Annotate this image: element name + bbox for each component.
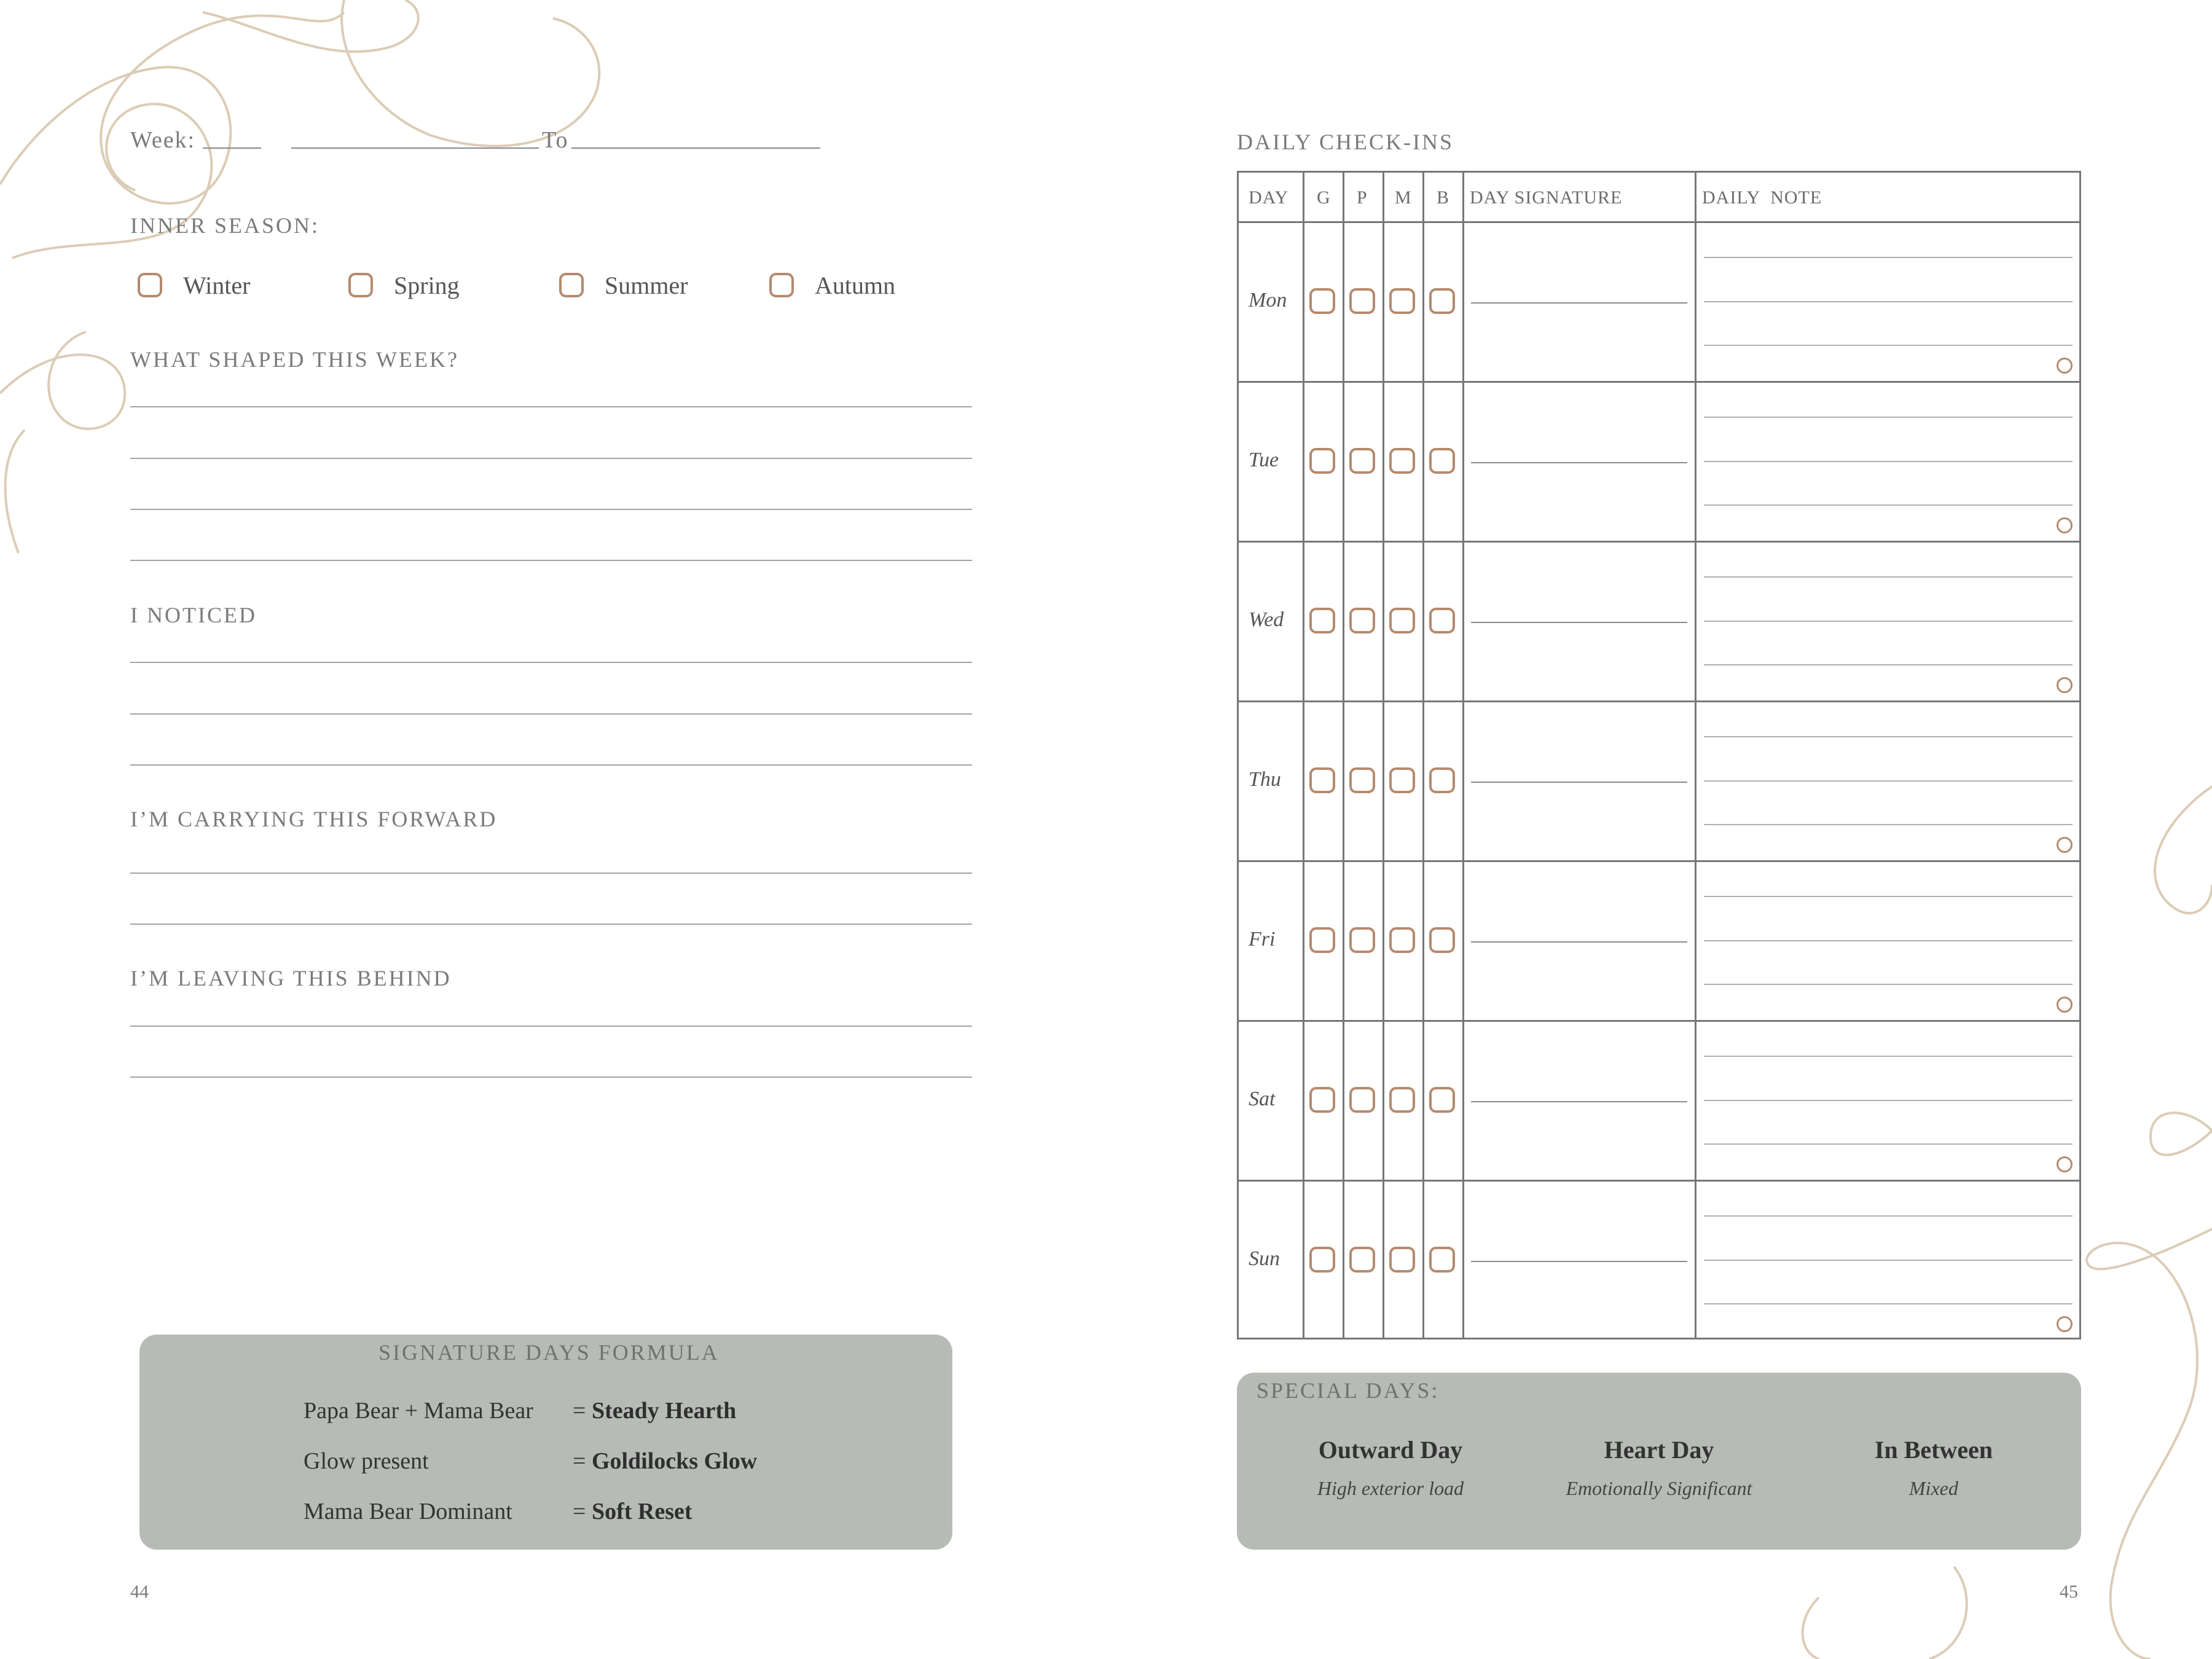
week-number-line[interactable] xyxy=(203,147,261,149)
checkbox-g-icon[interactable] xyxy=(1309,767,1335,793)
day-label: Wed xyxy=(1249,608,1284,631)
circle-marker-icon[interactable] xyxy=(2057,677,2073,693)
checkbox-b-icon[interactable] xyxy=(1429,767,1455,793)
header-p: P xyxy=(1357,187,1368,208)
writing-line[interactable] xyxy=(130,560,972,561)
checkbox-p-icon[interactable] xyxy=(1349,288,1375,314)
season-label: Summer xyxy=(605,271,688,299)
column-divider xyxy=(1303,173,1304,1338)
writing-line[interactable] xyxy=(130,662,972,663)
daily-note-line[interactable] xyxy=(1704,621,2073,622)
daily-note-line[interactable] xyxy=(1704,504,2073,506)
checkbox-m-icon[interactable] xyxy=(1389,448,1415,474)
day-signature-line[interactable] xyxy=(1471,941,1687,943)
checkbox-p-icon[interactable] xyxy=(1349,448,1375,474)
column-divider xyxy=(1343,173,1344,1338)
formula-result-name: Soft Reset xyxy=(591,1499,692,1524)
checkbox-p-icon[interactable] xyxy=(1349,608,1375,633)
season-option-autumn[interactable] xyxy=(769,268,895,302)
formula-result xyxy=(573,1498,692,1525)
special-day-description: High exterior load xyxy=(1317,1477,1464,1499)
checkbox-icon[interactable] xyxy=(348,273,373,297)
formula-condition: Papa Bear + Mama Bear xyxy=(304,1398,533,1424)
day-signature-line[interactable] xyxy=(1471,1261,1687,1262)
daily-note-line[interactable] xyxy=(1704,257,2073,258)
daily-note-line[interactable] xyxy=(1704,1100,2073,1101)
section-title-leaving-behind: I’M LEAVING THIS BEHIND xyxy=(130,966,452,990)
column-divider xyxy=(1382,173,1384,1338)
daily-note-line[interactable] xyxy=(1704,461,2073,462)
checkbox-g-icon[interactable] xyxy=(1309,608,1335,633)
checkbox-b-icon[interactable] xyxy=(1429,927,1455,953)
special-day-name: Outward Day xyxy=(1318,1436,1463,1464)
header-day: DAY xyxy=(1249,187,1289,208)
checkbox-b-icon[interactable] xyxy=(1429,1247,1455,1273)
writing-line[interactable] xyxy=(130,764,972,766)
checkbox-icon[interactable] xyxy=(138,273,162,297)
inner-season-label: INNER SEASON: xyxy=(130,213,320,238)
daily-checkins-table xyxy=(1237,171,2081,1339)
section-title-carrying-forward: I’M CARRYING THIS FORWARD xyxy=(130,807,498,831)
formula-title: SIGNATURE DAYS FORMULA xyxy=(378,1340,720,1365)
writing-line[interactable] xyxy=(130,873,972,874)
daily-note-line[interactable] xyxy=(1704,301,2073,302)
row-divider xyxy=(1239,541,2079,543)
formula-result xyxy=(573,1397,736,1424)
row-divider xyxy=(1239,1180,2079,1182)
circle-marker-icon[interactable] xyxy=(2057,517,2073,533)
week-label: Week: xyxy=(130,127,196,153)
row-divider xyxy=(1239,860,2079,862)
checkbox-b-icon[interactable] xyxy=(1429,608,1455,633)
season-option-winter[interactable] xyxy=(138,268,250,302)
week-start-line[interactable] xyxy=(291,147,539,149)
day-signature-line[interactable] xyxy=(1471,782,1687,783)
circle-marker-icon[interactable] xyxy=(2057,997,2073,1013)
daily-note-line[interactable] xyxy=(1704,417,2073,418)
formula-result xyxy=(573,1448,757,1475)
circle-marker-icon[interactable] xyxy=(2057,1316,2073,1332)
special-day-name: Heart Day xyxy=(1604,1436,1714,1464)
checkbox-p-icon[interactable] xyxy=(1349,767,1375,793)
day-label: Mon xyxy=(1249,289,1287,312)
checkbox-g-icon[interactable] xyxy=(1309,927,1335,953)
checkbox-g-icon[interactable] xyxy=(1309,288,1335,314)
checkbox-p-icon[interactable] xyxy=(1349,1087,1375,1113)
checkbox-m-icon[interactable] xyxy=(1389,608,1415,633)
writing-line[interactable] xyxy=(130,1077,972,1078)
daily-note-line[interactable] xyxy=(1704,940,2073,941)
special-day-name: In Between xyxy=(1874,1436,1993,1464)
circle-marker-icon[interactable] xyxy=(2057,1156,2073,1172)
day-signature-line[interactable] xyxy=(1471,302,1687,304)
special-day-description: Mixed xyxy=(1909,1477,1958,1499)
formula-result-name: Steady Hearth xyxy=(591,1398,737,1424)
daily-note-line[interactable] xyxy=(1704,984,2073,985)
writing-line[interactable] xyxy=(130,406,972,407)
formula-result-name: Goldilocks Glow xyxy=(591,1448,758,1474)
formula-condition: Glow present xyxy=(304,1448,429,1474)
row-divider xyxy=(1239,1020,2079,1022)
to-label: To xyxy=(542,127,569,153)
checkbox-b-icon[interactable] xyxy=(1429,288,1455,314)
header-m: M xyxy=(1395,187,1412,208)
checkbox-g-icon[interactable] xyxy=(1309,1247,1335,1273)
week-end-line[interactable] xyxy=(571,147,820,149)
column-divider xyxy=(1422,173,1424,1338)
day-label: Fri xyxy=(1249,928,1276,951)
day-signature-line[interactable] xyxy=(1471,1101,1687,1102)
daily-note-line[interactable] xyxy=(1704,1056,2073,1057)
page-number-right: 45 xyxy=(2060,1582,2078,1602)
season-option-spring[interactable] xyxy=(348,268,460,302)
daily-checkins-title: DAILY CHECK-INS xyxy=(1237,130,1454,154)
daily-note-line[interactable] xyxy=(1704,576,2073,578)
checkbox-g-icon[interactable] xyxy=(1309,448,1335,474)
section-title-i-noticed: I NOTICED xyxy=(130,603,257,627)
daily-note-line[interactable] xyxy=(1704,1260,2073,1261)
column-divider xyxy=(1462,173,1464,1338)
checkbox-p-icon[interactable] xyxy=(1349,1247,1375,1273)
circle-marker-icon[interactable] xyxy=(2057,837,2073,853)
daily-note-line[interactable] xyxy=(1704,1143,2073,1145)
formula-condition: Mama Bear Dominant xyxy=(304,1499,512,1524)
day-label: Sun xyxy=(1249,1247,1280,1270)
daily-note-line[interactable] xyxy=(1704,824,2073,825)
formula-equals: = xyxy=(573,1499,592,1524)
special-days-panel xyxy=(1237,1373,2081,1550)
special-days-title: SPECIAL DAYS: xyxy=(1257,1378,1440,1403)
section-title-what-shaped: WHAT SHAPED THIS WEEK? xyxy=(130,347,459,372)
row-divider xyxy=(1239,700,2079,702)
daily-note-line[interactable] xyxy=(1704,736,2073,737)
checkbox-p-icon[interactable] xyxy=(1349,927,1375,953)
checkbox-b-icon[interactable] xyxy=(1429,1087,1455,1113)
day-label: Tue xyxy=(1249,449,1279,471)
day-label: Thu xyxy=(1249,768,1281,791)
circle-marker-icon[interactable] xyxy=(2057,358,2073,374)
season-label: Winter xyxy=(183,271,251,299)
writing-line[interactable] xyxy=(130,458,972,459)
checkbox-m-icon[interactable] xyxy=(1389,767,1415,793)
formula-equals: = xyxy=(573,1398,592,1424)
checkbox-b-icon[interactable] xyxy=(1429,448,1455,474)
row-divider xyxy=(1239,221,2079,223)
daily-note-line[interactable] xyxy=(1704,780,2073,782)
checkbox-m-icon[interactable] xyxy=(1389,1247,1415,1273)
daily-note-line[interactable] xyxy=(1704,345,2073,346)
header-day-signature: DAY SIGNATURE xyxy=(1470,187,1623,208)
writing-line[interactable] xyxy=(130,924,972,925)
signature-days-formula-panel xyxy=(139,1335,952,1550)
checkbox-m-icon[interactable] xyxy=(1389,288,1415,314)
column-divider xyxy=(1695,173,1696,1338)
checkbox-icon[interactable] xyxy=(769,273,794,297)
day-label: Sat xyxy=(1249,1088,1276,1110)
writing-line[interactable] xyxy=(130,713,972,715)
header-daily-note: DAILY NOTE xyxy=(1702,187,1822,208)
row-divider xyxy=(1239,381,2079,383)
writing-line[interactable] xyxy=(130,509,972,510)
daily-note-line[interactable] xyxy=(1704,1303,2073,1304)
season-option-summer[interactable] xyxy=(559,268,688,302)
season-label: Spring xyxy=(394,271,460,299)
daily-note-line[interactable] xyxy=(1704,1215,2073,1217)
checkbox-m-icon[interactable] xyxy=(1389,1087,1415,1113)
day-signature-line[interactable] xyxy=(1471,462,1687,463)
day-signature-line[interactable] xyxy=(1471,622,1687,623)
writing-line[interactable] xyxy=(130,1026,972,1027)
season-label: Autumn xyxy=(815,271,896,299)
checkbox-g-icon[interactable] xyxy=(1309,1087,1335,1113)
checkbox-icon[interactable] xyxy=(559,273,584,297)
special-day-description: Emotionally Significant xyxy=(1566,1477,1752,1499)
page-number-left: 44 xyxy=(130,1582,149,1602)
formula-equals: = xyxy=(573,1448,592,1474)
header-g: G xyxy=(1317,187,1331,208)
daily-note-line[interactable] xyxy=(1704,664,2073,665)
checkbox-m-icon[interactable] xyxy=(1389,927,1415,953)
daily-note-line[interactable] xyxy=(1704,896,2073,897)
header-b: B xyxy=(1437,187,1450,208)
